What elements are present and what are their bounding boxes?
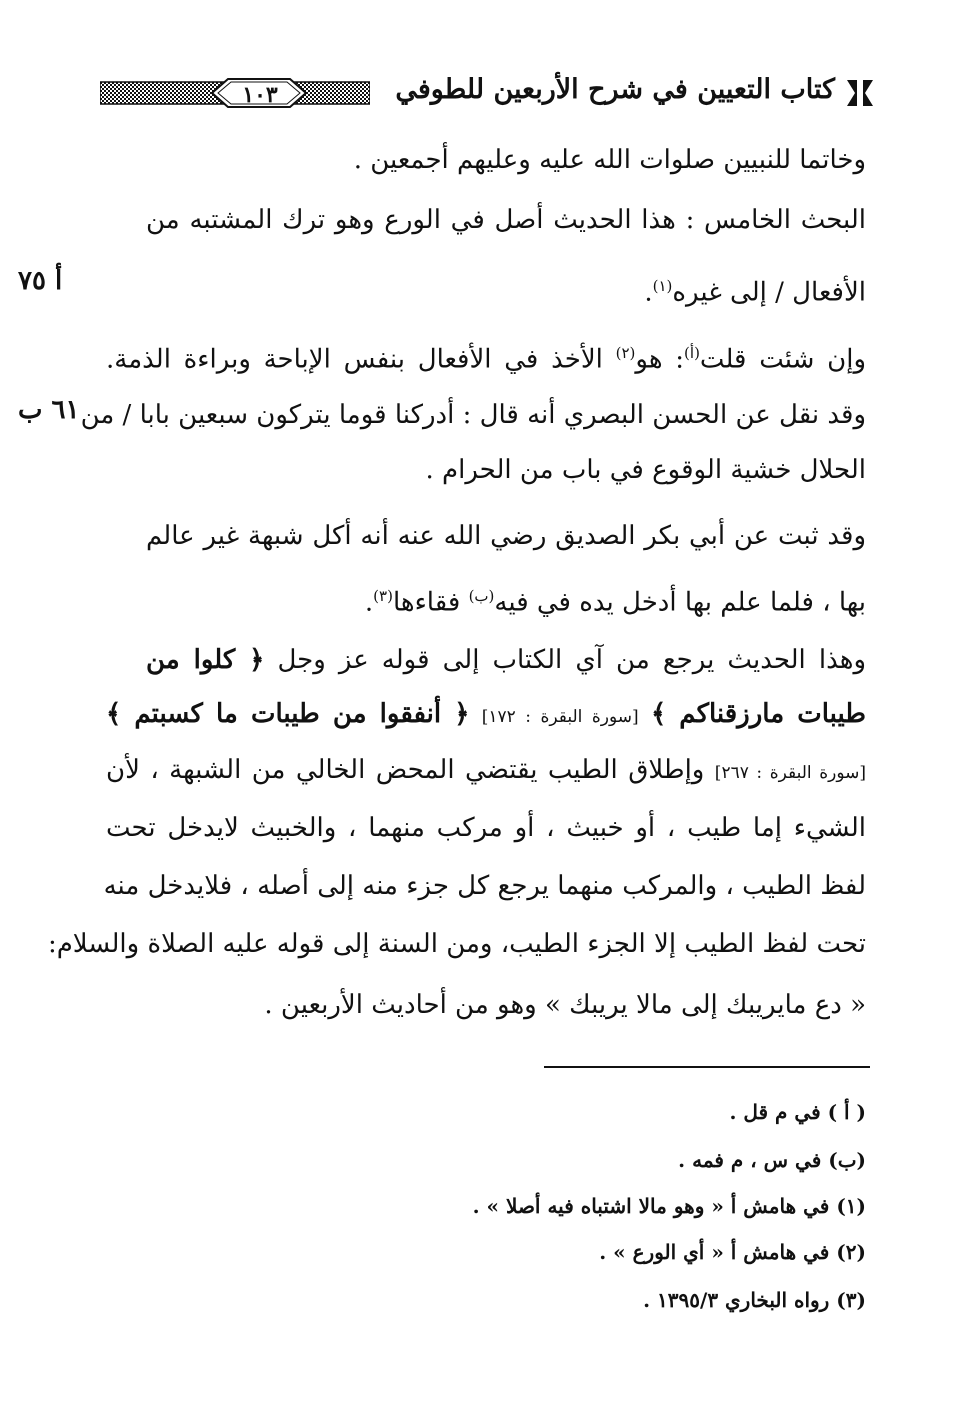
footnote: (ب) في س ، م فمه . — [678, 1148, 866, 1172]
body-line: وقد ثبت عن أبي بكر الصديق رضي الله عنه أنه أكل شبهة غير عالم — [146, 521, 866, 551]
verse-reference: [سورة البقرة : ١٧٢] — [481, 707, 639, 727]
footnote-ref: (٢) — [615, 344, 636, 362]
footnote-ref: (٣) — [373, 587, 393, 605]
page-number: ١٠٣ — [242, 82, 278, 108]
body-line: وهذا الحديث يرجع من آي الكتاب إلى قوله عز وجل ﴿ كلوا من — [146, 645, 866, 675]
margin-folio-note: أ ٧٥ — [18, 266, 63, 296]
quran-quote: ﴿ كلوا من — [146, 645, 265, 675]
body-line: لفظ الطيب ، والمركب منهما يرجع كل جزء منه إلى أصله ، فلايدخل منه — [103, 871, 866, 901]
body-line: الحلال خشية الوقوع في باب من الحرام . — [425, 455, 866, 485]
footnote: ( أ ) في م قل . — [729, 1100, 866, 1124]
running-title: كتاب التعيين في شرح الأربعين للطوفي — [395, 74, 835, 105]
body-line: « دع مايريبك إلى مالا يريبك » وهو من أحاديث الأربعين . — [264, 990, 866, 1020]
body-line: الشيء إما طيب ، أو خبيث ، أو مركب منهما ، والخبيث لايدخل تحت — [106, 813, 866, 843]
body-line: وخاتما للنبيين صلوات الله عليه وعليهم أجمعين . — [353, 145, 866, 175]
quran-quote: ﴿ أنفقوا من طيبات ما كسبتم ﴾ — [106, 699, 470, 729]
footnote: (١) في هامش أ « وهو مالا اشتباه فيه أصلا » . — [472, 1194, 866, 1218]
footnote-separator — [544, 1066, 870, 1068]
quran-quote: طيبات مارزقناكم ﴾ — [650, 699, 867, 729]
body-line: الأفعال / إلى غيره$^{(١)}$. — [644, 277, 866, 308]
body-line: بها ، فلما علم بها أدخل يده في فيه$^{(ب)}$ فقاءها$^{(٣)}$. — [364, 587, 866, 618]
body-line: تحت لفظ الطيب إلا الجزء الطيب، ومن السنة إلى قوله عليه الصلاة والسلام: — [47, 929, 866, 959]
body-line: [سورة البقرة : ٢٦٧] وإطلاق الطيب يقتضي المحض الخالي من الشبهة ، لأن — [106, 755, 866, 785]
body-line — [106, 694, 866, 737]
footnote-ref: (أ) — [684, 344, 700, 362]
verse-reference: [سورة البقرة : ٢٦٧] — [714, 763, 866, 783]
footnote-ref: (ب) — [468, 587, 495, 605]
body-line: البحث الخامس : هذا الحديث أصل في الورع وهو ترك المشتبه من — [146, 205, 866, 235]
margin-folio-note: ٦١ ب — [18, 395, 80, 425]
book-mark-icon — [845, 76, 875, 110]
body-line: وإن شئت قلت$^{(أ)}$: هو$^{(٢)}$ الأخذ في الأفعال بنفس الإباحة وبراءة الذمة. — [106, 344, 866, 375]
body-line: وقد نقل عن الحسن البصري أنه قال : أدركنا قوما يتركون سبعين بابا / من — [80, 400, 866, 430]
footnote: (٣) رواه البخاري ١٣٩٥/٣ . — [643, 1288, 866, 1312]
page-header — [100, 62, 875, 124]
footnote: (٢) في هامش أ « أي الورع » . — [599, 1240, 866, 1264]
footnote-ref: (١) — [652, 277, 673, 295]
